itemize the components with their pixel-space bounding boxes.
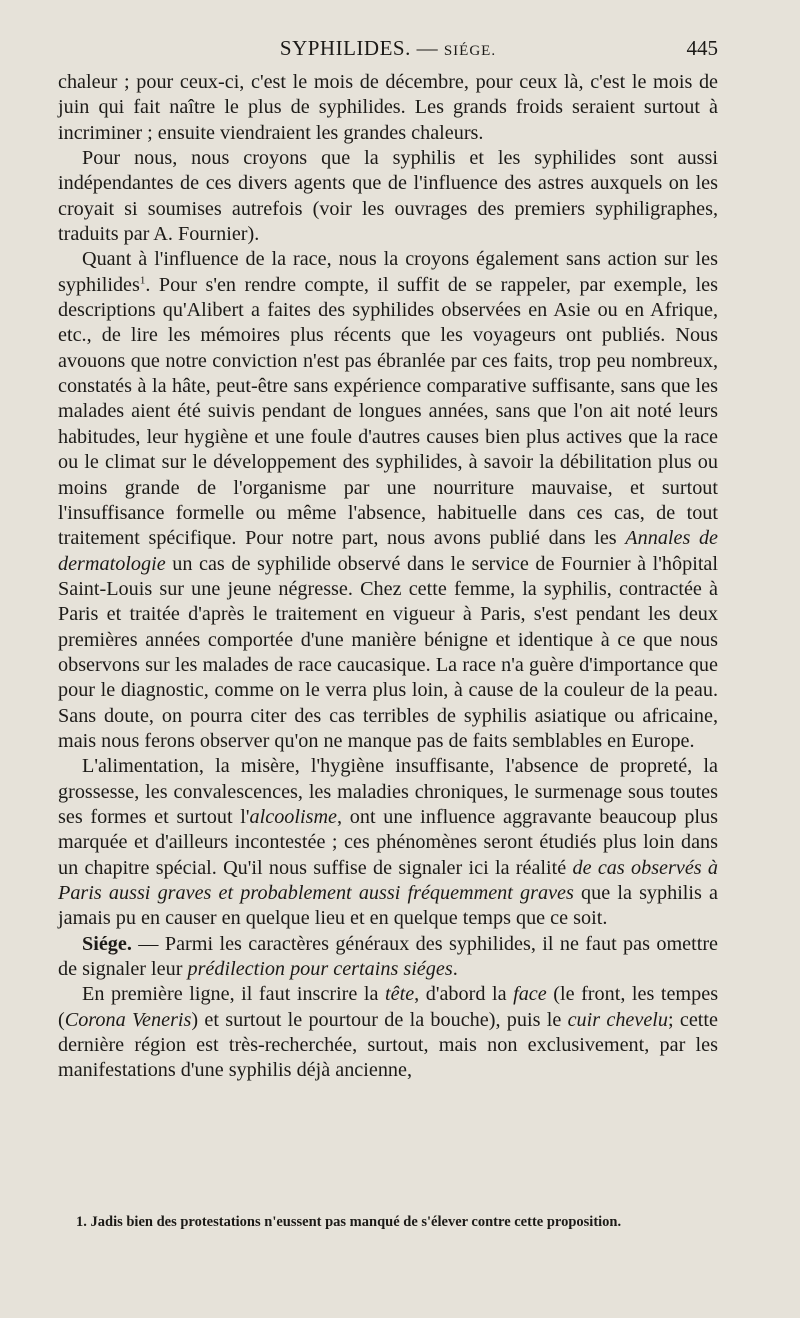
footnote-number: 1. [76,1214,87,1230]
page-header [58,36,718,70]
paragraph-3-text-c: un cas de syphilide observé dans le service de Fournier à l'hôpital Saint-Louis sur une jeune négresse. Chez cette femme, la syphilis, contractée à Paris et traitée d'après le traitement en vigueur à Paris, s'est pendant les deux premières années comportée d'une manière bénigne et identique à ce que nous observons sur les malades de race caucasique. La race n'a guère d'importance que pour le diagnostic, comme on le verra plus loin, à cause de la couleur de la peau. Sans doute, on pourra citer des cas terribles de syphilis asiatique ou africaine, mais nous ferons observer qu'on ne manque pas de faits semblables en Europe. [58,552,718,752]
paragraph-6-text-c: (le front, les tempes ( [58,983,719,1031]
paragraph-2: Pour nous, nous croyons que la syphilis et les syphilides sont aussi indépendantes de ces divers agents que de l'influence des astres auxquels on les croyait si soumises autrefois (voir les ouvrages des premiers syphiligraphes, traduits par A. Fournier). [58,147,718,246]
paragraph-5-emphasis: prédilection pour certains siéges [187,958,453,981]
running-title [58,36,718,61]
paragraph-4-emphasis-2: de cas observés à Paris aussi graves et probablement aussi fréquemment graves [58,856,719,904]
paragraph-1: chaleur ; pour ceux-ci, c'est le mois de décembre, pour ceux là, c'est le mois de juin qui fait naître le plus de syphilides. Les grands froids seraient surtout à incriminer ; ensuite viendraient les grandes chaleurs. [58,71,718,144]
paragraph-6-text-b: , d'abord la [414,983,507,1006]
paragraph-5-text-a: — Parmi les caractères généraux des syphilides, il ne faut pas omettre de signaler leur [58,932,719,981]
footnote-text: Jadis bien des protestations n'eussent pas manqué de s'élever contre cette proposition. [90,1214,622,1230]
paragraph-5 [58,932,718,983]
section-heading: Siége. [82,932,132,955]
running-title-section: SIÉGE. [443,43,497,59]
journal-title: Annales de dermatologie [58,527,719,575]
paragraph-3 [58,247,718,754]
paragraph-6-emphasis-1: tête [385,983,415,1006]
paragraph-4-text-c: que la syphilis a jamais pu en causer en quelque lieu et en quelque temps que ce soit. [58,882,719,930]
paragraph-6 [58,982,718,1083]
page-number: 445 [686,36,718,60]
paragraph-6-text-a: En première ligne, il faut inscrire la [82,983,379,1006]
paragraph-3-text-b: . Pour s'en rendre compte, il suffit de se rappeler, par exemple, les descriptions qu'Alibert a faites des syphilides observées en Asie ou en Afrique, etc., de lire les mémoires plus récents que les voyageurs ont publiés. Nous avouons que notre conviction n'est pas ébranlée par ces faits, trop peu nombreux, constatés à la hâte, peut-être sans expérience comparative suffisante, sans que les malades aient été suivis pendant de longues années, sans que l'on ait noté leurs habitudes, leur hygiène et une foule d'autres causes bien plus actives que la race ou le climat sur le développement des syphilides, à savoir la débilitation plus ou moins grande de l'organisme par une nourriture mauvaise, et surtout l'insuffisance formelle ou même l'absence, habituelle dans ces cas, de tout traitement spécifique. Pour notre part, nous avons publié dans les [58,273,718,550]
paragraph-6-emphasis-2: face [513,983,547,1006]
paragraph-4 [58,754,718,931]
paragraph-4-text-a: L'alimentation, la misère, l'hygiène insuffisante, l'absence de propreté, la grossesse, les convalescences, les maladies chroniques, le surmenage sous toutes ses formes et surtout l' [58,755,718,828]
paragraph-4-emphasis-1: alcoolisme [249,805,337,828]
body-text [58,70,718,1084]
paragraph-6-emphasis-3: Corona Veneris [64,1008,192,1031]
running-title-main: SYPHILIDES. — [279,36,439,60]
paragraph-6-emphasis-4: cuir chevelu [567,1008,668,1031]
footnote [76,1212,716,1232]
paragraph-6-text-d: ) et surtout le pourtour de la bouche), puis le [191,1008,562,1031]
paragraph-6-text-e: ; cette dernière région est très-recherchée, surtout, mais non exclusivement, par les manifestations d'une syphilis déjà ancienne, [58,1008,718,1082]
paragraph-5-text-b: . [452,958,458,981]
paragraph-4-text-b: , ont une influence aggravante beaucoup plus marquée et d'ailleurs incontestée ; ces phénomènes seront étudiés plus loin dans un chapitre spécial. Qu'il nous suffise de signaler ici la réalité [58,805,718,879]
footnote-reference: 1 [139,274,146,287]
paragraph-3-text-a: Quant à l'influence de la race, nous la croyons également sans action sur les syphilides [58,248,718,296]
